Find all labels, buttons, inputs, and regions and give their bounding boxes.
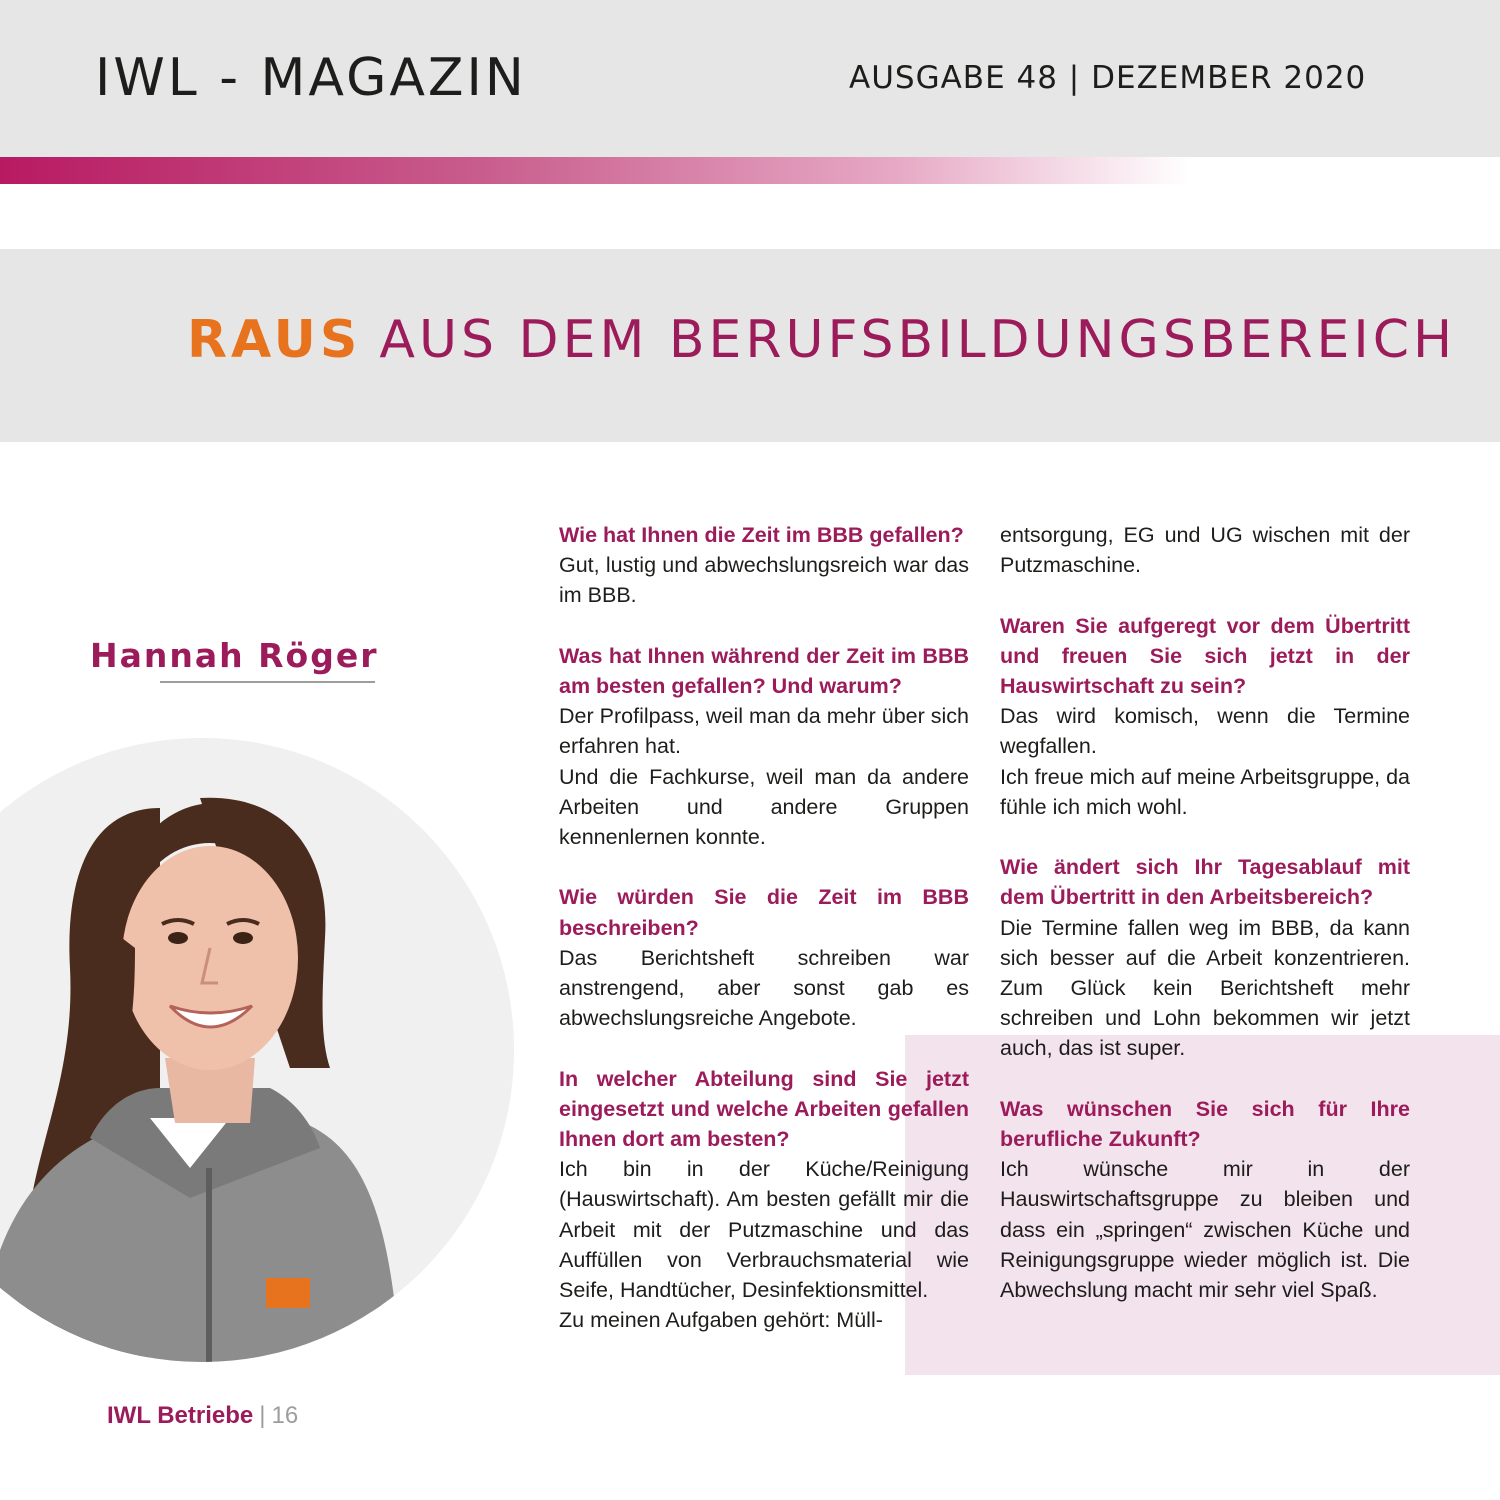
question: Wie ändert sich Ihr Tagesablauf mit dem Übertritt in den Arbeitsbereich?	[1000, 855, 1410, 910]
answer: Gut, lustig und abwechslungsreich war das im BBB.	[559, 553, 969, 608]
question: Was hat Ihnen während der Zeit im BBB am besten gefallen? Und warum?	[559, 643, 969, 698]
question: Waren Sie aufgeregt vor dem Übertritt und freuen Sie sich jetzt in der Hauswirtschaft zu sein?	[1000, 613, 1410, 698]
magazine-title: IWL - MAGAZIN	[95, 48, 527, 108]
question: Wie würden Sie die Zeit im BBB beschreiben?	[559, 885, 969, 940]
person-name: Hannah Röger	[90, 636, 379, 675]
qa-block	[1000, 611, 1410, 822]
qa-block	[559, 520, 969, 611]
interview-column-2	[1000, 520, 1410, 1335]
qa-block	[1000, 852, 1410, 1063]
article-headline	[187, 310, 1456, 370]
answer: Und die Fachkurse, weil man da andere Arbeiten und andere Gruppen kennenlernen konnte.	[559, 764, 969, 850]
footer-separator: |	[259, 1402, 266, 1429]
answer: Ich freue mich auf meine Arbeitsgruppe, da fühle ich mich wohl.	[1000, 764, 1410, 819]
issue-info: AUSGABE 48 | DEZEMBER 2020	[849, 60, 1367, 96]
headline-rest: AUS DEM BERUFSBILDUNGSBEREICH	[379, 310, 1457, 370]
name-underline	[160, 681, 375, 683]
page-footer	[107, 1402, 298, 1430]
answer: Die Termine fallen weg im BBB, da kann sich besser auf die Arbeit konzentrieren. Zum Glück kein Berichtsheft mehr schreiben und Lohn bekommen wir jetzt auch, das ist super.	[1000, 915, 1410, 1061]
interview-column-1	[559, 520, 969, 1366]
answer: Zu meinen Aufgaben gehört: Müll-	[559, 1308, 883, 1333]
qa-block	[559, 1064, 969, 1336]
page-number: 16	[271, 1402, 299, 1429]
qa-block	[1000, 520, 1410, 580]
answer: entsorgung, EG und UG wischen mit der Putzmaschine.	[1000, 523, 1410, 578]
footer-brand: IWL Betriebe	[107, 1402, 254, 1429]
answer: Der Profilpass, weil man da mehr über sich erfahren hat.	[559, 704, 969, 759]
question: In welcher Abteilung sind Sie jetzt eingesetzt und welche Arbeiten gefallen Ihnen dort am besten?	[559, 1066, 969, 1152]
headline-accent: RAUS	[187, 310, 362, 370]
masthead	[0, 0, 1500, 157]
portrait-photo	[0, 738, 514, 1362]
answer: Ich wünsche mir in der Hauswirtschaftsgruppe zu bleiben und dass ein „springen“ zwischen Küche und Reinigungsgruppe wieder möglich ist. Die Abwechslung macht mir sehr viel Spaß.	[1000, 1157, 1410, 1303]
qa-block	[559, 641, 969, 852]
answer: Das wird komisch, wenn die Termine wegfallen.	[1000, 704, 1410, 759]
question: Wie hat Ihnen die Zeit im BBB gefallen?	[559, 523, 964, 547]
answer: Das Berichtsheft schreiben war anstrengend, aber sonst gab es abwechslungsreiche Angebote.	[559, 945, 969, 1031]
qa-block	[1000, 1094, 1410, 1305]
gradient-divider	[0, 157, 1190, 184]
question: Was wünschen Sie sich für Ihre berufliche Zukunft?	[1000, 1096, 1410, 1152]
answer: Ich bin in der Küche/Reinigung (Hauswirtschaft). Am besten gefällt mir die Arbeit mit der Putzmaschine und das Auffüllen von Verbrauchsmaterial wie Seife, Handtücher, Desinfektionsmittel.	[559, 1157, 969, 1303]
qa-block	[559, 882, 969, 1033]
